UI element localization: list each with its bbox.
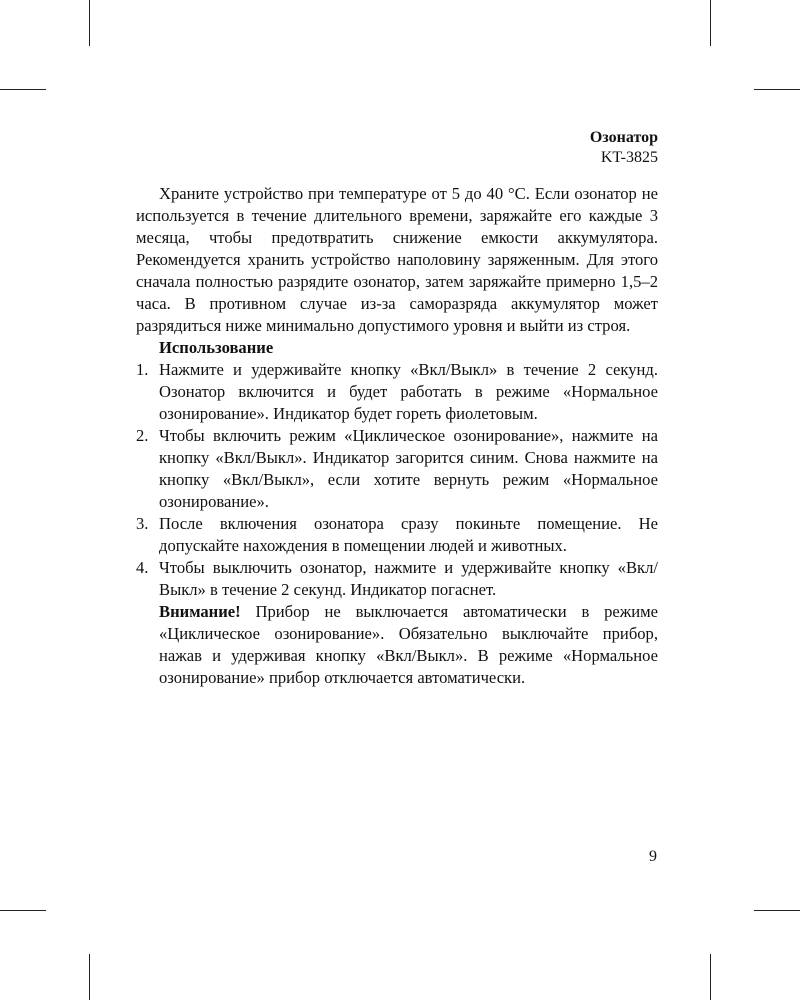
step-number: 3. — [136, 514, 149, 533]
warning-text: Прибор не выключается автоматически в режиме «Циклическое озонирование». Обязательно выключайте прибор, нажав и удерживая кнопку «Вкл/Выкл». В режиме «Нормальное озонирование» прибор отключается автоматически. — [159, 602, 658, 687]
crop-mark-top-right — [710, 0, 711, 46]
page-header — [590, 128, 658, 168]
storage-paragraph: Храните устройство при температуре от 5 до 40 °C. Если озонатор не используется в течение длительного времени, заряжайте его каждые 3 месяца, чтобы предотвратить снижение емкости аккумулятора. Рекомендуется хранить устройство наполовину заряженным. Для этого сначала полностью разрядите озонатор, затем заряжайте примерно 1,5–2 часа. В противном случае из-за саморазряда аккумулятор может разрядиться ниже минимально допустимого уровня и выйти из строя. — [136, 184, 658, 335]
product-model: KT-3825 — [600, 149, 658, 166]
step-number: 2. — [136, 426, 149, 445]
warning-label: Внимание! — [159, 602, 241, 621]
crop-mark-left-bottom — [0, 910, 46, 911]
step-number: 1. — [136, 360, 149, 379]
step-number: 4. — [136, 558, 149, 577]
list-item — [136, 557, 658, 601]
step-text: Чтобы выключить озонатор, нажмите и удерживайте кнопку «Вкл/Выкл» в течение 2 секунд. Индикатор погаснет. — [159, 558, 658, 599]
page-number: 9 — [649, 848, 657, 865]
crop-mark-bottom-right — [710, 954, 711, 1000]
usage-heading: Использование — [159, 338, 274, 357]
crop-mark-right-top — [754, 89, 800, 90]
page-content — [136, 183, 658, 689]
usage-steps-list — [136, 359, 658, 601]
list-item — [136, 359, 658, 425]
list-item — [136, 513, 658, 557]
crop-mark-left-top — [0, 89, 46, 90]
crop-mark-top-left — [89, 0, 90, 46]
warning-note — [136, 601, 658, 689]
step-text: Нажмите и удерживайте кнопку «Вкл/Выкл» в течение 2 секунд. Озонатор включится и будет работать в режиме «Нормальное озонирование». Индикатор будет гореть фиолетовым. — [159, 360, 658, 423]
step-text: Чтобы включить режим «Циклическое озонирование», нажмите на кнопку «Вкл/Выкл». Индикатор загорится синим. Снова нажмите на кнопку «Вкл/Выкл», если хотите вернуть режим «Нормальное озонирование». — [159, 426, 658, 511]
crop-mark-right-bottom — [754, 910, 800, 911]
step-text: После включения озонатора сразу покиньте помещение. Не допускайте нахождения в помещении людей и животных. — [159, 514, 658, 555]
list-item — [136, 425, 658, 513]
product-title: Озонатор — [589, 129, 658, 146]
crop-mark-bottom-left — [89, 954, 90, 1000]
